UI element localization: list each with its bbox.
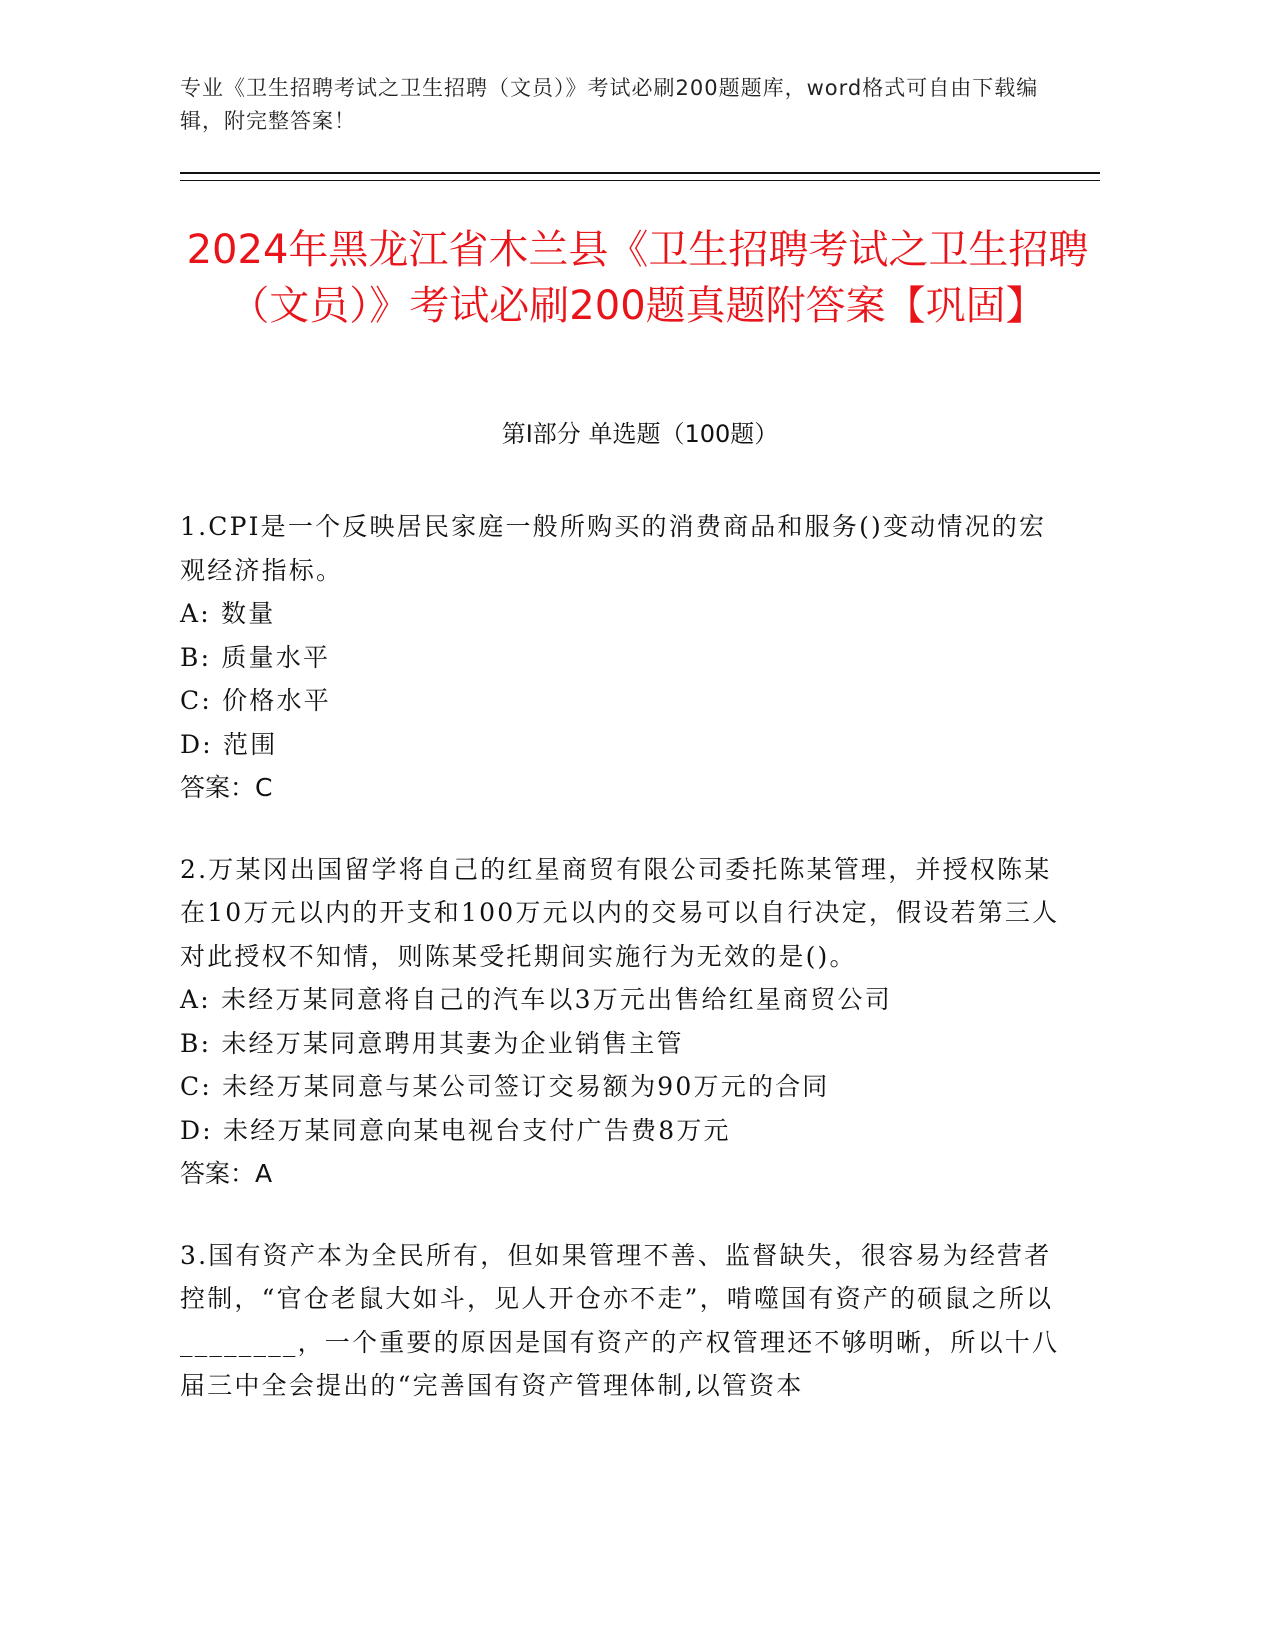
question-stem: 3.国有资产本为全民所有，但如果管理不善、监督缺失，很容易为经营者控制，“官仓老鼠大如斗，见人开仓亦不走”，啃噬国有资产的硕鼠之所以________，一个重要的原因是国有资产的产权管理还不够明晰，所以十八届三中全会提出的“完善国有资产管理体制,以管资本: [180, 1240, 1060, 1400]
option-d: D: 未经万某同意向某电视台支付广告费8万元: [180, 1115, 731, 1145]
section-title: 第Ⅰ部分 单选题（100题）: [501, 420, 779, 448]
header-rule-thick: [180, 172, 1100, 174]
question-3: [180, 1234, 1060, 1408]
question-stem: 1.CPI是一个反映居民家庭一般所购买的消费商品和服务()变动情况的宏观经济指标。: [180, 512, 1047, 585]
question-stem: 2.万某冈出国留学将自己的红星商贸有限公司委托陈某管理，并授权陈某在10万元以内的开支和100万元以内的交易可以自行决定，假设若第三人对此授权不知情，则陈某受托期间实施行为无效的是()。: [180, 854, 1060, 971]
question-list: [180, 505, 1060, 1446]
option-b: B: 质量水平: [180, 642, 331, 672]
question-answer: 答案：A: [180, 1159, 273, 1188]
option-c: C: 价格水平: [180, 686, 331, 715]
header-rule-thin: [180, 180, 1100, 181]
question-2: [180, 848, 1060, 1196]
document-title: 2024年黑龙江省木兰县《卫生招聘考试之卫生招聘（文员）》考试必刷200题真题附答案【巩固】: [186, 227, 1089, 329]
option-c: C: 未经万某同意与某公司签订交易额为90万元的合同: [180, 1072, 830, 1101]
option-a: A: 未经万某同意将自己的汽车以3万元出售给红星商贸公司: [180, 985, 892, 1014]
option-a: A: 数量: [180, 599, 276, 628]
option-b: B: 未经万某同意聘用其妻为企业销售主管: [180, 1028, 684, 1058]
question-1: [180, 505, 1060, 810]
question-answer: 答案：C: [180, 773, 273, 802]
header-note: 专业《卫生招聘考试之卫生招聘（文员）》考试必刷200题题库，word格式可自由下载编辑，附完整答案！: [180, 76, 1039, 133]
option-d: D: 范围: [180, 729, 278, 759]
